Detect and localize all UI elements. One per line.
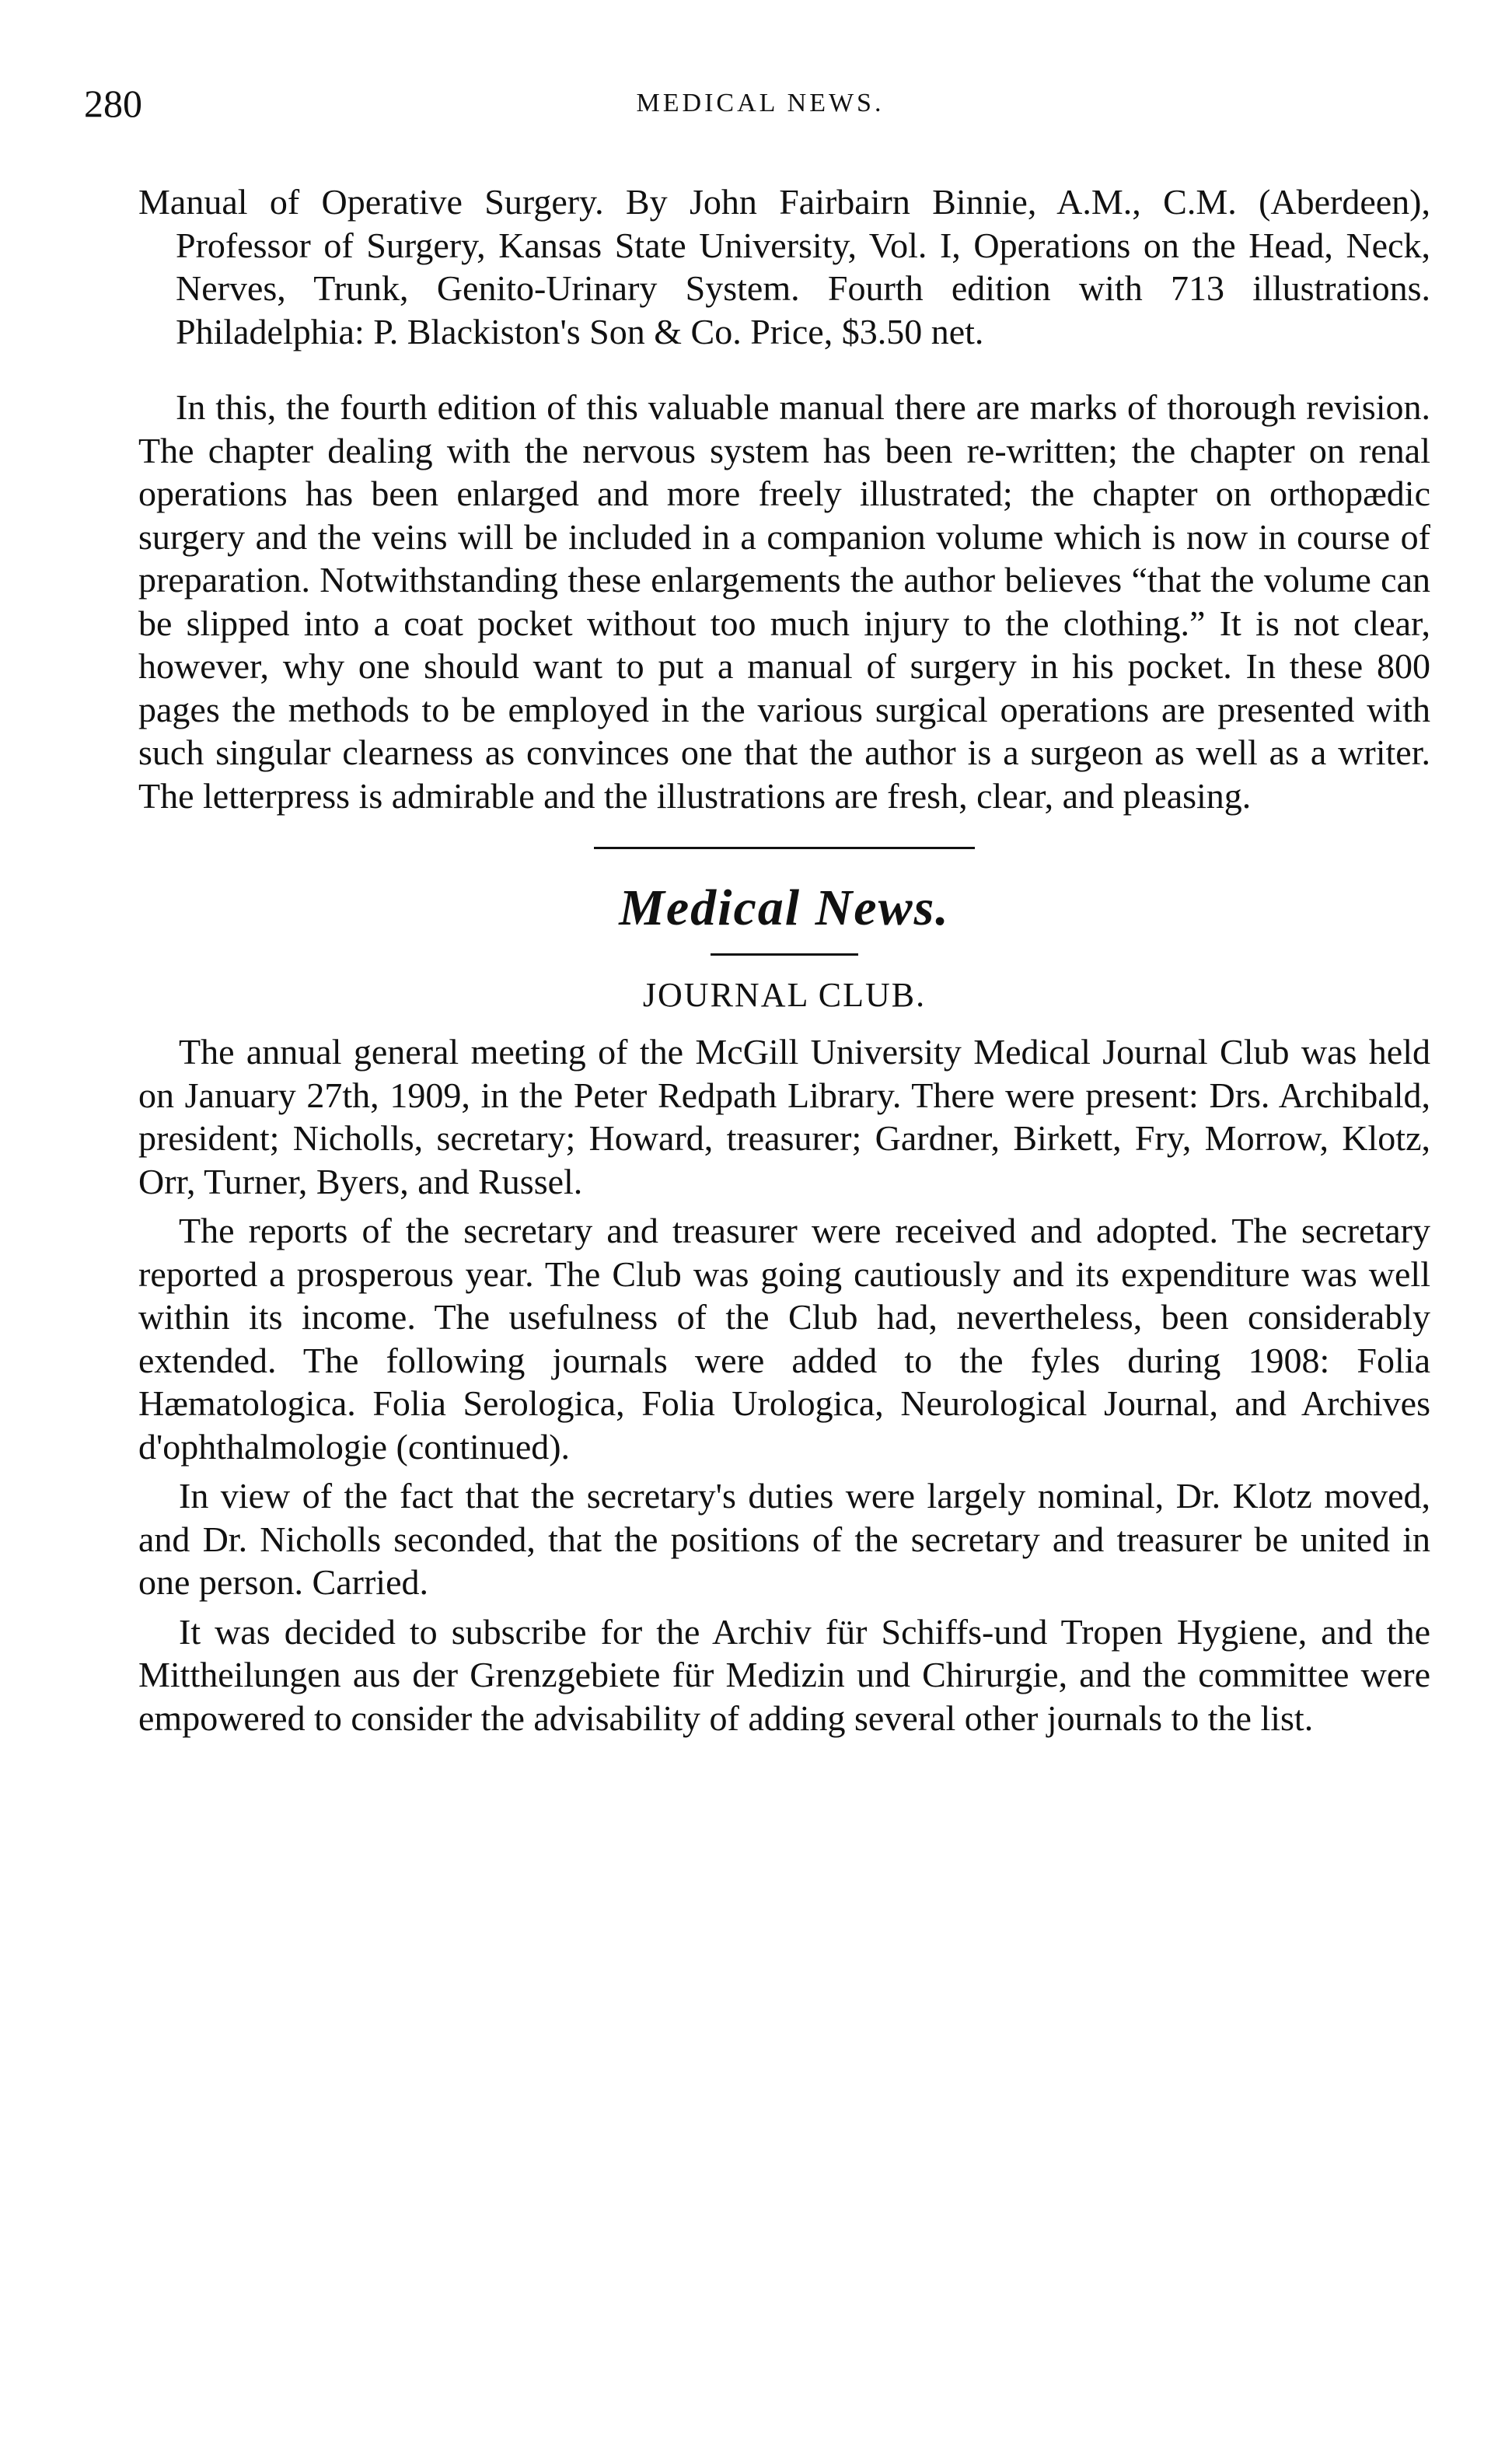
running-head: [84, 76, 1437, 131]
news-paragraph: It was decided to subscribe for the Archiv für Schiffs-und Tropen Hygiene, and the Mittheilungen aus der Grenzgebiete für Medizin und Chirurgie, and the committee were empowered to consider the advisability of adding several other journals to the list.: [138, 1611, 1430, 1738]
news-paragraph: In view of the fact that the secretary's duties were largely nominal, Dr. Klotz moved, and Dr. Nicholls seconded, that the positions of the secretary and treasurer be united in one person. Carried.: [138, 1476, 1430, 1602]
news-paragraph: The reports of the secretary and treasurer were received and adopted. The secretary reported a prosperous year. The Club was going cautiously and its expenditure was well within its income. The usefulness of the Club had, nevertheless, been considerably extended. The following journals were added to the fyles during 1908: Folia Hæmatologica. Folia Serologica, Folia Urologica, Neurological Journal, and Archives d'ophthalmologie (continued).: [138, 1211, 1430, 1467]
running-title: MEDICAL NEWS.: [636, 89, 885, 117]
section-rule-bottom: [711, 953, 858, 956]
section-title: Medical News.: [619, 879, 950, 936]
review-citation: Manual of Operative Surgery. By John Fairbairn Binnie, A.M., C.M. (Aberdeen), Professor of Surgery, Kansas State University, Vol. I, Operations on the Head, Neck, Nerves, Trunk, Genito-Urinary System. Fourth edition with 713 illustrations. Philadelphia: P. Blackiston's Son & Co. Price, $3.50 net.: [138, 182, 1430, 351]
page-content: [138, 180, 1430, 1739]
section-rule-top: [594, 847, 975, 849]
news-paragraph: The annual general meeting of the McGill University Medical Journal Club was held on January 27th, 1909, in the Peter Redpath Library. There were present: Drs. Archibald, president; Nicholls, secretary; Howard, treasurer; Gardner, Birkett, Fry, Morrow, Klotz, Orr, Turner, Byers, and Russel.: [138, 1032, 1430, 1201]
subsection-title: JOURNAL CLUB.: [642, 976, 927, 1014]
page-number: 280: [84, 82, 142, 125]
review-body: In this, the fourth edition of this valuable manual there are marks of thorough revision. The chapter dealing with the nervous system has been re-written; the chapter on renal operations has been enlarged and more freely illustrated; the chapter on orthopædic surgery and the veins will be included in a companion volume which is now in course of preparation. Notwithstanding these enlargements the author believes “that the volume can be slipped into a coat pocket without too much injury to the clothing.” It is not clear, however, why one should want to put a manual of surgery in his pocket. In these 800 pages the methods to be employed in the various surgical operations are presented with such singular clearness as convinces one that the author is a surgeon as well as a writer. The letterpress is admirable and the illustrations are fresh, clear, and pleasing.: [138, 387, 1430, 816]
